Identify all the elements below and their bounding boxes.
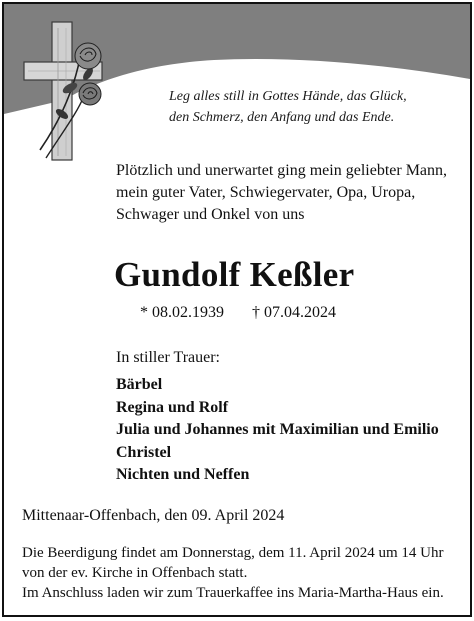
- birth-date: * 08.02.1939: [140, 304, 224, 321]
- mourner-name: Regina und Rolf: [116, 398, 229, 416]
- intro-line-2: mein guter Vater, Schwiegervater, Opa, Uropa,: [116, 184, 416, 201]
- mourners-list: [116, 374, 439, 487]
- mourner-name: Nichten und Neffen: [116, 466, 250, 483]
- funeral-line-3: Im Anschluss laden wir zum Trauerkaffee ins Maria-Martha-Haus ein.: [22, 585, 444, 601]
- mourner-name: Christel: [116, 443, 172, 461]
- death-date: † 07.04.2024: [252, 304, 336, 321]
- funeral-line-1: Die Beerdigung findet am Donnerstag, dem 11. April 2024 um 14 Uhr: [22, 545, 444, 561]
- life-dates: [140, 304, 336, 322]
- verse-line-2: den Schmerz, den Anfang und das Ende.: [169, 110, 395, 125]
- verse-line-1: Leg alles still in Gottes Hände, das Glück,: [169, 89, 407, 104]
- intro-text: [116, 160, 466, 226]
- mourner-name: Bärbel: [116, 376, 163, 393]
- deceased-name: Gundolf Keßler: [114, 255, 355, 294]
- intro-line-3: Schwager und Onkel von uns: [116, 206, 305, 223]
- funeral-line-2: von der ev. Kirche in Offenbach statt.: [22, 565, 248, 581]
- funeral-info: [22, 543, 444, 603]
- place-and-date: Mittenaar-Offenbach, den 09. April 2024: [22, 507, 285, 524]
- intro-line-1: Plötzlich und unerwartet ging mein geliebter Mann,: [116, 162, 448, 179]
- verse: [169, 86, 469, 128]
- cross-with-roses-icon: [22, 18, 112, 168]
- mourners-heading: In stiller Trauer:: [116, 349, 220, 366]
- mourner-name: Julia und Johannes mit Maximilian und Emilio: [116, 421, 439, 438]
- obituary-card: [2, 2, 472, 617]
